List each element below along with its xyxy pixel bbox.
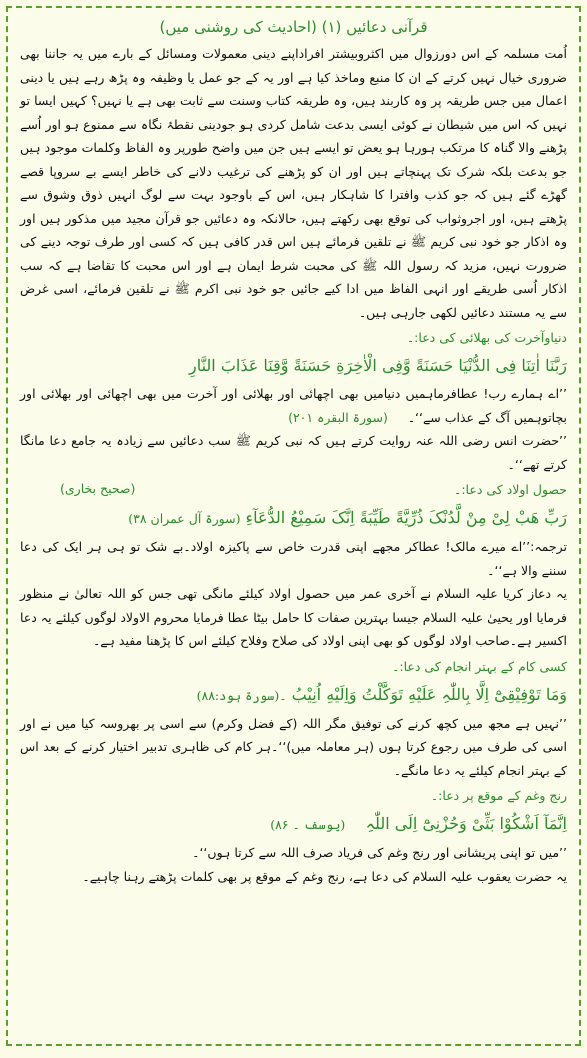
page-title: قرآنی دعائیں (۱) (احادیث کی روشنی میں): [159, 18, 428, 36]
arabic-verse: [20, 502, 567, 535]
note-text: ’’حضرت انس رضی اللہ عنہ روایت کرتے ہیں کہ نبی کریم ﷺ سب دعائیں سے زیادہ یہ جامع دعا مانگا کرتے تھے‘‘۔: [20, 433, 567, 472]
verse-reference: ۔(سورۃ ہود:۸۸): [196, 687, 287, 703]
verse-reference: (یوسف ۔ ۸۶): [270, 817, 346, 832]
arabic-verse: [20, 679, 567, 712]
hadith-reference: (صحیح بخاری): [60, 481, 136, 496]
translation: ترجمہ:’’اے میرے مالک! عطاکر مجھے اپنی قدرت خاص سے پاکیزہ اولاد۔بے شک تو ہی ہر ایک کی دعا سننے والا ہے‘‘۔: [20, 539, 567, 578]
explanation: یہ حضرت یعقوب علیہ السلام کی دعا ہے، رنج وغم کے موقع پر بھی کلمات پڑھتے رہنا چاہیے۔: [82, 868, 567, 884]
arabic-text: اِنَّمَآ اَشْکُوْا بَثِّیْ وَحُزْنِیْٓ اِلَی اللّٰہِ: [365, 814, 567, 833]
translation-text: ’’اے ہمارے رب! عطافرماہمیں دنیامیں بھی اچھائی اور بھلائی اور آخرت میں بھی اچھائی اور بھلائی اور بچاتوہمیں آگ کے عذاب سے‘‘۔: [20, 386, 567, 425]
document-page: [6, 6, 581, 1046]
translation: ’’میں تو اپنی پریشانی اور رنج وغم کی فریاد صرف اللہ سے کرتا ہوں‘‘۔: [192, 845, 567, 860]
verse-reference: (سورۃ آل عمران ۳۸): [128, 511, 241, 526]
arabic-text: وَمَا تَوْفِیْقِیْٓ اِلَّا بِاللّٰہِ عَلَیْهِ تَوَکَّلْتُ وَاِلَیْهِ اُنِیْبُ: [291, 684, 567, 704]
section-heading: حصول اولاد کی دعا:۔: [454, 482, 567, 497]
intro-paragraph: اُمت مسلمہ کے اس دورزوال میں اکثروبیشتر افراداپنے دینی معمولات ومسائل کے بارے میں یہ جاننا بھی ضروری خیال نہیں کرتے کے ان کا منبع وماخذ کیا ہے اور یہ کے جو عمل یا وظیفہ وہ پڑھ رہے ہیں یا دینی اعمال میں جس طریقہ پر وہ کاربند ہیں، وہ طریقہ کتاب وسنت سے ثابت بھی ہے یا نہیں؟ کہیں ایسا تو نہیں کہ اس میں شیطان نے کوئی ایسی بدعت شامل کردی ہو جودینی نقطۂ نگاہ سے ممنوع ہو اور اُسے پڑھنے والا گناہ کا مرتکب ہورہا ہو یعض تو ایسے ہیں جن میں واضح طورپر وہ الفاظ وکلمات موجود ہیں جو بدعت بلکہ شرک تک پہنچاتے ہیں اور ان کو پڑھنے کی ترغیب دلانے کی خاطر ایسے بے سروپا قصے گھڑے گئے ہیں کہ جو کذب وافترا کا شاہکار ہیں، اس کے باوجود بہت سے لوگ انہیں ذوق وشوق سے پڑھتے ہیں، اور اجروثواب کی توقع بھی رکھتے ہیں، حالانکہ وہ دعائیں جو قرآن مجید میں مذکور ہیں اور وہ اذکار جو خود نبی کریم ﷺ نے تلقین فرمائے ہیں اس قدر کافی ہیں کہ کسی اور طرف توجہ دینے کی ضرورت نہیں، مزید کہ رسول اللہ ﷺ کی محبت شرط ایمان ہے اور اس محبت کا تقاضا ہے کہ سب اذکار اُسی طریقے اور انہی الفاظ میں ادا کیے جائیں جو خود نبی اکرم ﷺ نے تلقین فرمائے، اسی غرض سے یہ مستند دعائیں لکھی جارہی ہیں۔: [20, 46, 567, 320]
verse-reference: (سورۃ البقرہ ۲۰۱): [288, 409, 388, 425]
section-heading: رنج وغم کے موقع پر دعا:۔: [430, 788, 567, 803]
section-heading: کسی کام کے بہتر انجام کی دعا:۔: [392, 658, 567, 674]
explanation: یہ دعاز کریا علیہ السلام نے آخری عمر میں حصول اولاد کیلئے مانگی تھی جس کو اللہ تعالیٰ نے منظور فرمایا اور یحییٰ علیہ السلام جیسا بہترین صفات کا حامل بیٹا عطا فرمایا محروم الاولاد لوگوں کیلئے یہ دعا اکسیر ہے۔صاحب اولاد لوگوں کو بھی اپنی اولاد کی صلاح وفلاح کیلئے اس کا پڑھنا مفید ہے۔: [20, 586, 567, 648]
hadith-note: [20, 429, 567, 476]
arabic-verse: [20, 808, 567, 841]
arabic-verse: رَبَّنَا اٰتِنَا فِی الدُّنْیَا حَسَنَةً وَّفِی الْاٰخِرَةِ حَسَنَةً وَّقِنَا عَذَابَ النَّارِ: [188, 356, 567, 375]
section-row: [20, 476, 567, 502]
translation: ’’نہیں ہے مجھ میں کچھ کرنے کی توفیق مگر اللہ (کے فضل وکرم) سے اسی پر بھروسہ کیا میں نے اور اسی کی طرف میں رجوع کرتا ہوں (ہر معاملہ میں)‘‘۔ہر کام کی ظاہری تدبیر اختیار کرنے کے بعد اس کے بہتر انجام کیلئے یہ دعا مانگے۔: [20, 715, 567, 778]
translation: [20, 382, 567, 429]
arabic-text: رَبِّ هَبْ لِیْ مِنْ لَّدُنْکَ ذُرِّیَّةً طَیِّبَةً اِنَّکَ سَمِیْعُ الدُّعَآءِ: [245, 508, 567, 527]
section-heading: دنیاوآخرت کی بھلائی کی دعا:۔: [406, 330, 567, 345]
